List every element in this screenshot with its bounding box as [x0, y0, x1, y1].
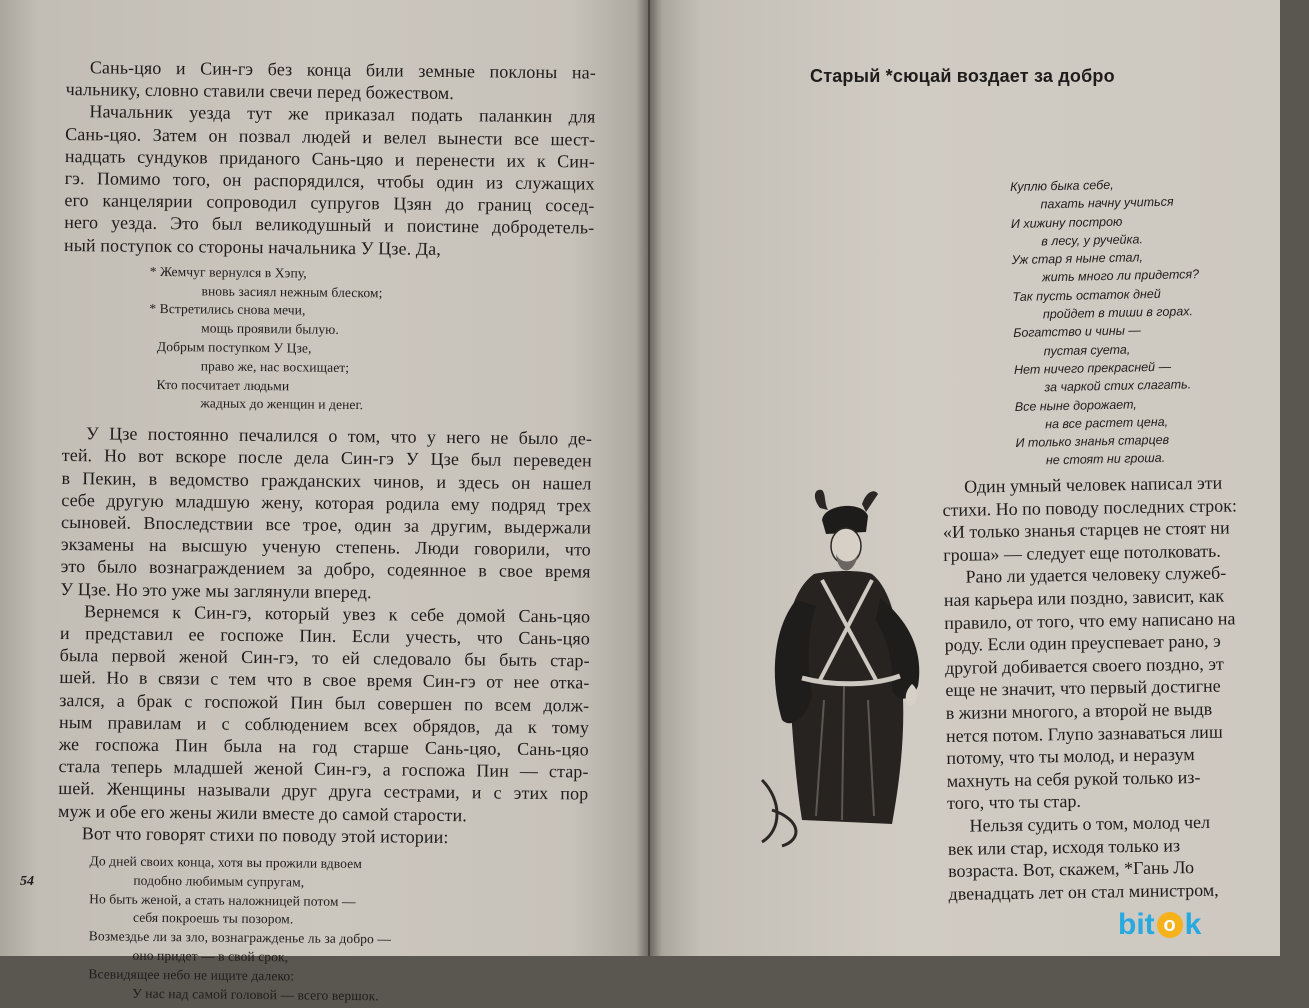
text-line: надцать сундуков приданого Сань-цяо и перенести их к Син- — [64, 145, 596, 172]
text-line: Один умный человек написал эти — [964, 472, 1223, 497]
poem-line: пустая суета, — [1043, 342, 1131, 359]
text-line: другой добивается своего поздно, эт — [944, 653, 1224, 678]
chapter-title: Старый *сюцай воздает за добро — [810, 66, 1115, 86]
text-line: Рано ли удается человеку служеб- — [965, 562, 1227, 588]
hat-wing-left — [815, 490, 828, 510]
paragraph-2 — [64, 100, 596, 261]
text-line: того, что ты стар. — [946, 791, 1082, 814]
text-line: муж и обе его жены жили вместе до самой старости. — [57, 800, 467, 825]
poem-line: в лесу, у ручейка. — [1041, 232, 1144, 249]
verse-line: жадных до женщин и денег. — [200, 395, 364, 413]
verse-line: Кто посчитает людьми — [156, 376, 290, 393]
watermark-text: k — [1184, 908, 1202, 941]
poem-line: Так пусть остаток дней — [1012, 286, 1161, 304]
page-number: 54 — [20, 874, 34, 889]
book-gutter — [636, 0, 662, 956]
poem-line: не стоят ни гроша. — [1045, 451, 1166, 468]
text-line: правило, от того, что ему написано на — [944, 607, 1236, 633]
text-line: Начальник уезда тут же приказал подать паланкин для — [89, 101, 596, 127]
text-line: в жизни многого, а второй не выдв — [945, 698, 1213, 723]
verse-line: вновь засиял нежным блеском; — [201, 283, 383, 300]
left-page — [0, 0, 648, 1003]
text-line: ный поступок со стороны начальника У Цзе. Да, — [63, 234, 442, 259]
watermark-text: bit — [1118, 908, 1155, 941]
text-line: в Пекин, в ведомство гражданских чинов, и здесь он нашел — [61, 467, 592, 494]
text-line: Нельзя судить о том, молод чел — [969, 811, 1211, 836]
text-line: возраста. Вот, скажем, *Гань Ло — [948, 857, 1195, 882]
watermark-logo-icon: o — [1157, 912, 1183, 938]
poem-line: на все растет цена, — [1045, 414, 1169, 432]
poem-line: жить много ли придется? — [1041, 267, 1200, 285]
verse-line: мощь проявили былую. — [201, 320, 339, 338]
text-line: стала теперь младшей женой Син-гэ, а госпожа Пин — стар- — [58, 756, 589, 782]
right-page-text — [942, 470, 1309, 905]
text-line: стихи. Но по поводу последних строк: — [942, 494, 1238, 520]
left-page-text — [56, 56, 596, 1008]
verse-line: * Жемчуг вернулся в Хэпу, — [149, 263, 307, 281]
poem-line: И только знанья старцев — [1015, 432, 1170, 451]
text-line: была первой женой Син-гэ, то ей следовало бы быть стар- — [59, 645, 590, 671]
text-line: нется потом. Глупо зазнаваться лиш — [945, 721, 1223, 746]
text-line: Сань-цяо. Затем он позвал людей и велел вынести все шест- — [65, 123, 596, 150]
text-line: чальнику, словно ставили свечи перед божеством. — [65, 79, 454, 104]
text-line: себе другую младшую жену, которая родила ему подряд трех — [61, 489, 592, 516]
text-line: него уезда. Это был великодушный и поистине добродетель- — [64, 212, 595, 238]
verse-line: До дней своих конца, хотя вы прожили вдвоем — [89, 853, 362, 872]
text-line: его канцелярии сопроводил супругов Цзян до границ сосед- — [64, 190, 595, 216]
verse-line: * Встретились снова мечи, — [149, 301, 306, 318]
verse-1 — [149, 263, 594, 418]
text-line: век или стар, исходя только из — [947, 834, 1181, 859]
text-line: тей. Но вот вскоре после дела Син-гэ У Цзе был переведен — [61, 445, 592, 471]
scholar-illustration — [742, 480, 952, 850]
text-line: Вот что говорят стихи по поводу этой истории: — [81, 823, 449, 847]
poem-line: Богатство и чины — — [1013, 323, 1141, 341]
text-line: еще не значит, что первый достигне — [945, 675, 1221, 701]
text-line: потому, что ты молод, и неразум — [946, 744, 1195, 769]
text-line: зался, а брак с госпожой Пин был совершен по всем долж- — [59, 689, 590, 716]
verse-line: Но быть женой, а стать наложницей потом — — [89, 890, 356, 909]
hat-wing-right — [862, 491, 878, 512]
verse-line: Всевидящее небо не ищите далеко: — [88, 966, 295, 984]
text-line: Сань-цяо и Син-гэ без конца били земные поклоны на- — [89, 57, 596, 83]
poem-line: пройдет в тиши в горах. — [1042, 304, 1194, 322]
text-line: роду. Если один преуспевает рано, э — [944, 630, 1221, 656]
scholar-figure-drawing — [742, 480, 952, 850]
site-watermark — [1118, 908, 1201, 942]
paragraph-1 — [66, 56, 596, 106]
text-line: шей. Но в связи с тем что в свое время Син-гэ от нее отка- — [59, 667, 590, 693]
epigraph-poem — [1010, 173, 1276, 471]
paragraph-4 — [58, 600, 590, 828]
verse-line: У нас над самой головой — всего вершок. — [132, 985, 379, 1003]
poem-line: пахать начну учиться — [1040, 194, 1174, 212]
verse-line: себя покроешь ты позором. — [132, 910, 294, 927]
text-line: же госпожа Пин была на год старше Сань-цяо, Сань-цяо — [58, 734, 589, 760]
text-line: шей. Женщины называли друг друга сестрами, и с этих пор — [58, 778, 589, 804]
text-line: махнуть на себя рукой только из- — [946, 766, 1201, 791]
ribbon — [762, 780, 796, 846]
verse-line: подобно любимым супругам, — [133, 872, 305, 890]
poem-line: Нет ничего прекрасней — — [1013, 359, 1172, 377]
text-line: У Цзе. Но это уже мы заглянули вперед. — [60, 578, 372, 602]
paragraph-5 — [58, 822, 588, 850]
poem-line: Уж стар я ныне стал, — [1011, 250, 1144, 268]
text-line: Вернемся к Син-гэ, который увез к себе домой Сань-цяо — [84, 601, 591, 627]
text-line: и представил ее госпоже Пин. Если учесть, что Сань-цяо — [59, 623, 591, 649]
verse-line: Добрым поступком У Цзе, — [156, 338, 312, 356]
text-line: гэ. Помимо того, он распорядился, чтобы один из служащих — [64, 168, 595, 194]
verse-line: оно придет — в свой срок, — [132, 947, 289, 965]
paragraph-3 — [60, 422, 592, 605]
text-line: ная карьера или поздно, зависит, как — [943, 585, 1225, 610]
text-line: экзамены на высшую ученую степень. Люди говорили, что — [60, 534, 591, 560]
poem-line: за чаркой стих слагать. — [1044, 377, 1192, 395]
poem-line: Куплю быка себе, — [1010, 177, 1114, 194]
poem-line: Все ныне дорожает, — [1014, 396, 1137, 414]
text-line: ным правилам и с соблюдением всех обрядов, да к тому — [58, 711, 590, 738]
text-line: «И только знанья старцев не стоят ни — [942, 517, 1230, 543]
text-line: У Цзе постоянно печалился о том, что у него не было де- — [85, 423, 593, 449]
verse-line: Возмездье ли за зло, вознагражденье ль за добро — — [88, 928, 392, 947]
text-line: сыновей. Впоследствии все трое, один за другим, выдержали — [61, 511, 592, 538]
verse-line: право же, нас восхищает; — [200, 358, 350, 375]
verse-2 — [88, 852, 588, 1008]
text-line: гроша» — следует еще потолковать. — [943, 540, 1221, 565]
poem-line: И хижину построю — [1010, 214, 1123, 231]
text-line: двенадцать лет он стал министром, — [948, 879, 1219, 904]
text-line: это было вознаграждением за добро, содеянное в свое время — [60, 556, 591, 582]
